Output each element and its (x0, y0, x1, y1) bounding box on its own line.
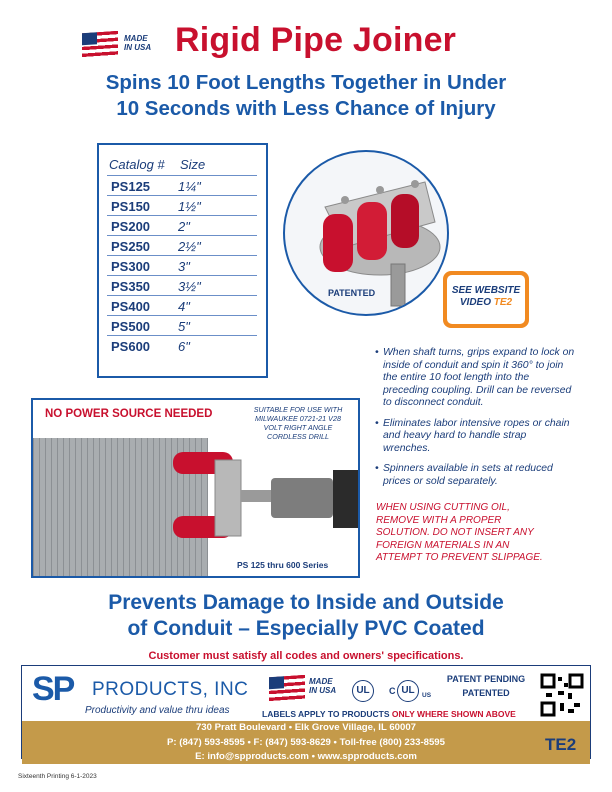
warning-text: WHEN USING CUTTING OIL, REMOVE WITH A PROPER SOLUTION. DO NOT INSERT ANY FOREIGN MATERIALS IN AN ATTEMPT TO PREVENT SLIPPAGE. (376, 502, 543, 563)
no-power-label: NO POWER SOURCE NEEDED (45, 408, 213, 420)
page-title: Rigid Pipe Joiner (175, 21, 457, 59)
table-row: PS150 1½" (107, 195, 257, 215)
patented-label: PATENTED (328, 288, 376, 298)
logo: SP (32, 670, 74, 708)
ul-listed-icon: UL (352, 680, 374, 702)
table-row: PS500 5" (107, 315, 257, 335)
web-text[interactable]: E: info@spproducts.com • www.spproducts.com (195, 751, 417, 762)
doc-code: TE2 (545, 735, 577, 754)
catalog-col-header: Catalog # (109, 157, 165, 172)
prevents-heading: Prevents Damage to Inside and Outside of Conduit – Especially PVC Coated (108, 591, 504, 640)
customer-note: Customer must satisfy all codes and owners' specifications. (148, 650, 464, 662)
catalog-rows (107, 175, 257, 375)
usage-photo (31, 398, 360, 578)
product-photo (283, 150, 449, 316)
labels-note: LABELS APPLY TO PRODUCTS ONLY WHERE SHOWN ABOVE (262, 709, 516, 719)
c-mark: C (389, 686, 396, 696)
list-item: • Eliminates labor intensive ropes or chain and heavy hard to handle strap wrenches. (375, 418, 575, 456)
made-in-usa-label: MADE IN USA (124, 34, 152, 52)
logo-products-text: PRODUCTS, INC (92, 679, 249, 700)
table-row: PS300 3" (107, 255, 257, 275)
footer-made-in-usa: MADE IN USA (309, 677, 337, 695)
catalog-table (97, 143, 268, 378)
header-flag (82, 32, 118, 56)
footer-flag (269, 676, 305, 700)
list-item: • Spinners available in sets at reduced prices or sold separately. (375, 463, 575, 488)
printing-note: Sixteenth Printing 6-1-2023 (18, 773, 97, 780)
us-flag-icon (269, 675, 305, 702)
table-row: PS400 4" (107, 295, 257, 315)
us-flag-icon (82, 31, 118, 58)
phone-text: P: (847) 593-8595 • F: (847) 593-8629 • Toll-free (800) 233-8595 (167, 736, 445, 748)
table-row: PS250 2½" (107, 235, 257, 255)
suitable-note: SUITABLE FOR USE WITH MILWAUKEE 0721-21 V28 VOLT RIGHT ANGLE CORDLESS DRILL (246, 405, 350, 441)
table-row: PS350 3½" (107, 275, 257, 295)
ul-icon: UL (397, 680, 419, 702)
table-row: PS600 6" (107, 335, 257, 355)
page-subtitle: Spins 10 Foot Lengths Together in Under 10 Seconds with Less Chance of Injury (105, 71, 507, 120)
us-mark: US (422, 692, 432, 699)
series-label: PS 125 thru 600 Series (237, 560, 329, 570)
qr-code-icon[interactable] (540, 673, 584, 717)
feature-list (375, 347, 575, 496)
size-col-header: Size (180, 157, 206, 172)
video-badge[interactable]: SEE WEBSITE VIDEO TE2 (443, 271, 529, 328)
address-text: 730 Pratt Boulevard • Elk Grove Village, IL 60007 (195, 722, 417, 733)
tagline: Productivity and value thru ideas (85, 705, 230, 716)
contact-info (100, 721, 512, 765)
patent-status: PATENT PENDING PATENTED (446, 674, 526, 698)
table-row: PS125 1¼" (107, 175, 257, 195)
list-item: • When shaft turns, grips expand to lock on inside of conduit and spin it 360° to join the entire 10 foot length into the preceding coupling. Drill can be reversed to disconnect conduit. (375, 347, 575, 410)
table-row: PS200 2" (107, 215, 257, 235)
